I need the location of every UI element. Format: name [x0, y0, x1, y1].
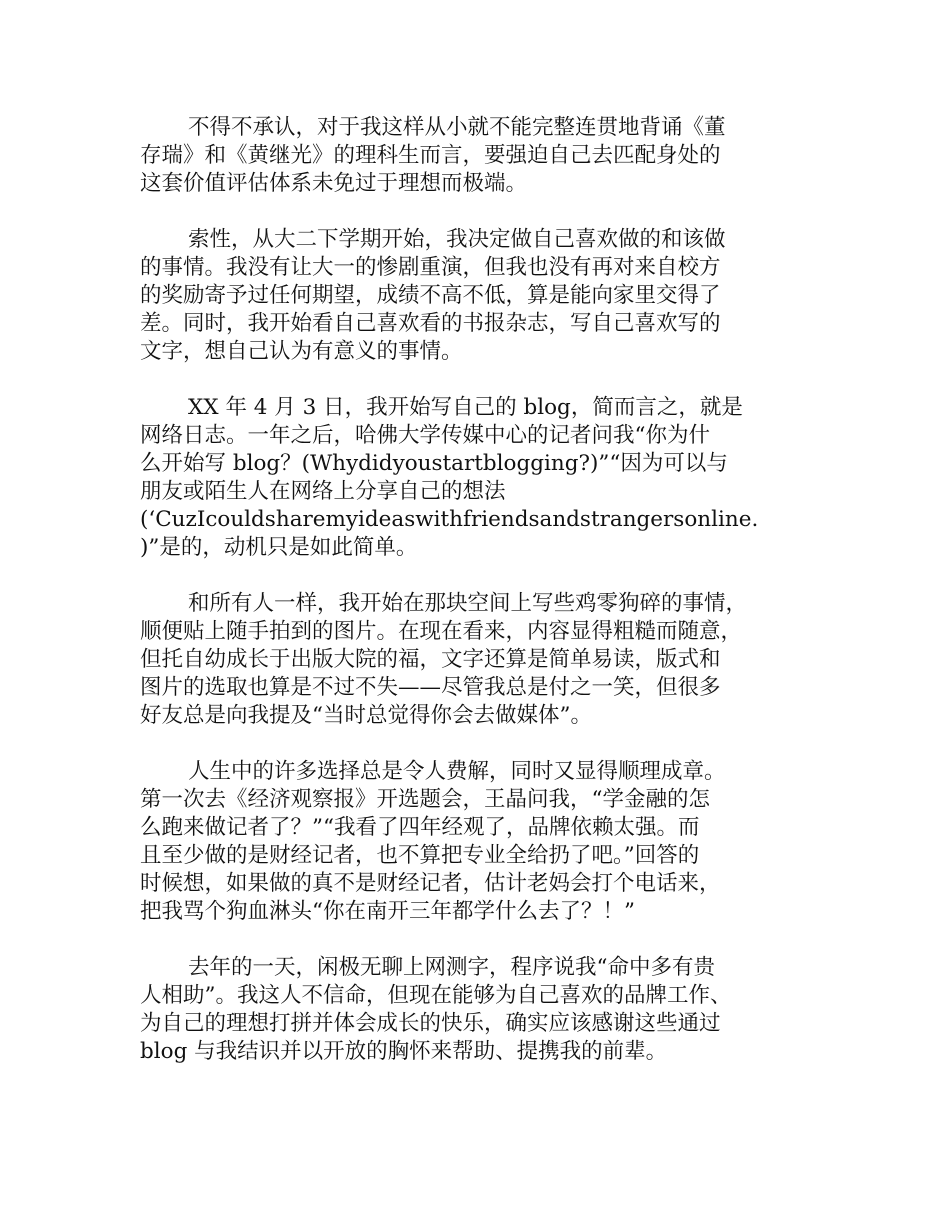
paragraph-line: 图片的选取也算是不过不失——尽管我总是付之一笑，但很多 [140, 675, 721, 700]
paragraph-line: 么跑来做记者了？”“我看了四年经观了，品牌依赖太强。而 [140, 815, 700, 840]
paragraph-line: blog 与我结识并以开放的胸怀来帮助、提携我的前辈。 [140, 1039, 668, 1064]
paragraph-line: 但托自幼成长于出版大院的福，文字还算是简单易读，版式和 [140, 647, 721, 672]
paragraph-6 [140, 954, 812, 1066]
paragraph-line: 的奖励寄予过任何期望，成绩不高不低，算是能向家里交得了 [140, 283, 721, 308]
paragraph-3 [140, 394, 812, 562]
paragraph-line: 么开始写 blog？(Whydidyoustartblogging?)”“因为可以与 [140, 451, 728, 476]
paragraph-line: 人生中的许多选择总是令人费解，同时又显得顺理成章。 [188, 759, 726, 784]
paragraph-line: 朋友或陌生人在网络上分享自己的想法 [140, 479, 506, 504]
paragraph-5 [140, 758, 812, 926]
paragraph-line: 网络日志。一年之后，哈佛大学传媒中心的记者问我“你为什 [140, 423, 710, 448]
paragraph-line: 时候想，如果做的真不是财经记者，估计老妈会打个电话来， [140, 871, 721, 896]
paragraph-line: 索性，从大二下学期开始，我决定做自己喜欢做的和该做 [188, 227, 726, 252]
paragraph-line: )”是的，动机只是如此简单。 [140, 535, 418, 560]
paragraph-line: 第一次去《经济观察报》开选题会，王晶问我，“学金融的怎 [140, 787, 710, 812]
paragraph-line: 存瑞》和《黄继光》的理科生而言，要强迫自己去匹配身处的 [140, 143, 721, 168]
paragraph-line: 差。同时，我开始看自己喜欢看的书报杂志，写自己喜欢写的 [140, 311, 721, 336]
paragraph-4 [140, 590, 812, 730]
paragraph-line: 这套价值评估体系未免过于理想而极端。 [140, 171, 528, 196]
document-body [140, 114, 812, 1094]
paragraph-line: 好友总是向我提及“当时总觉得你会去做媒体”。 [140, 703, 592, 728]
paragraph-line: 为自己的理想打拼并体会成长的快乐，确实应该感谢这些通过 [140, 1011, 721, 1036]
paragraph-line: 不得不承认，对于我这样从小就不能完整连贯地背诵《董 [188, 115, 726, 140]
paragraph-line: 去年的一天，闲极无聊上网测字，程序说我“命中多有贵 [188, 955, 715, 980]
paragraph-1 [140, 114, 812, 198]
paragraph-line: 和所有人一样，我开始在那块空间上写些鸡零狗碎的事情， [188, 591, 748, 616]
paragraph-line: 的事情。我没有让大一的惨剧重演，但我也没有再对来自校方 [140, 255, 721, 280]
paragraph-line: (‘CuzIcouldsharemyideaswithfriendsandstrangersonline. [140, 507, 759, 532]
paragraph-line: 顺便贴上随手拍到的图片。在现在看来，内容显得粗糙而随意， [140, 619, 743, 644]
paragraph-line: 人相助”。我这人不信命，但现在能够为自己喜欢的品牌工作、 [140, 983, 732, 1008]
paragraph-line: 文字，想自己认为有意义的事情。 [140, 339, 463, 364]
paragraph-line: 把我骂个狗血淋头“你在南开三年都学什么去了？！” [140, 899, 635, 924]
paragraph-line: 且至少做的是财经记者，也不算把专业全给扔了吧。”回答的 [140, 843, 700, 868]
paragraph-2 [140, 226, 812, 366]
paragraph-line: XX 年 4 月 3 日，我开始写自己的 blog，简而言之，就是 [188, 395, 743, 420]
